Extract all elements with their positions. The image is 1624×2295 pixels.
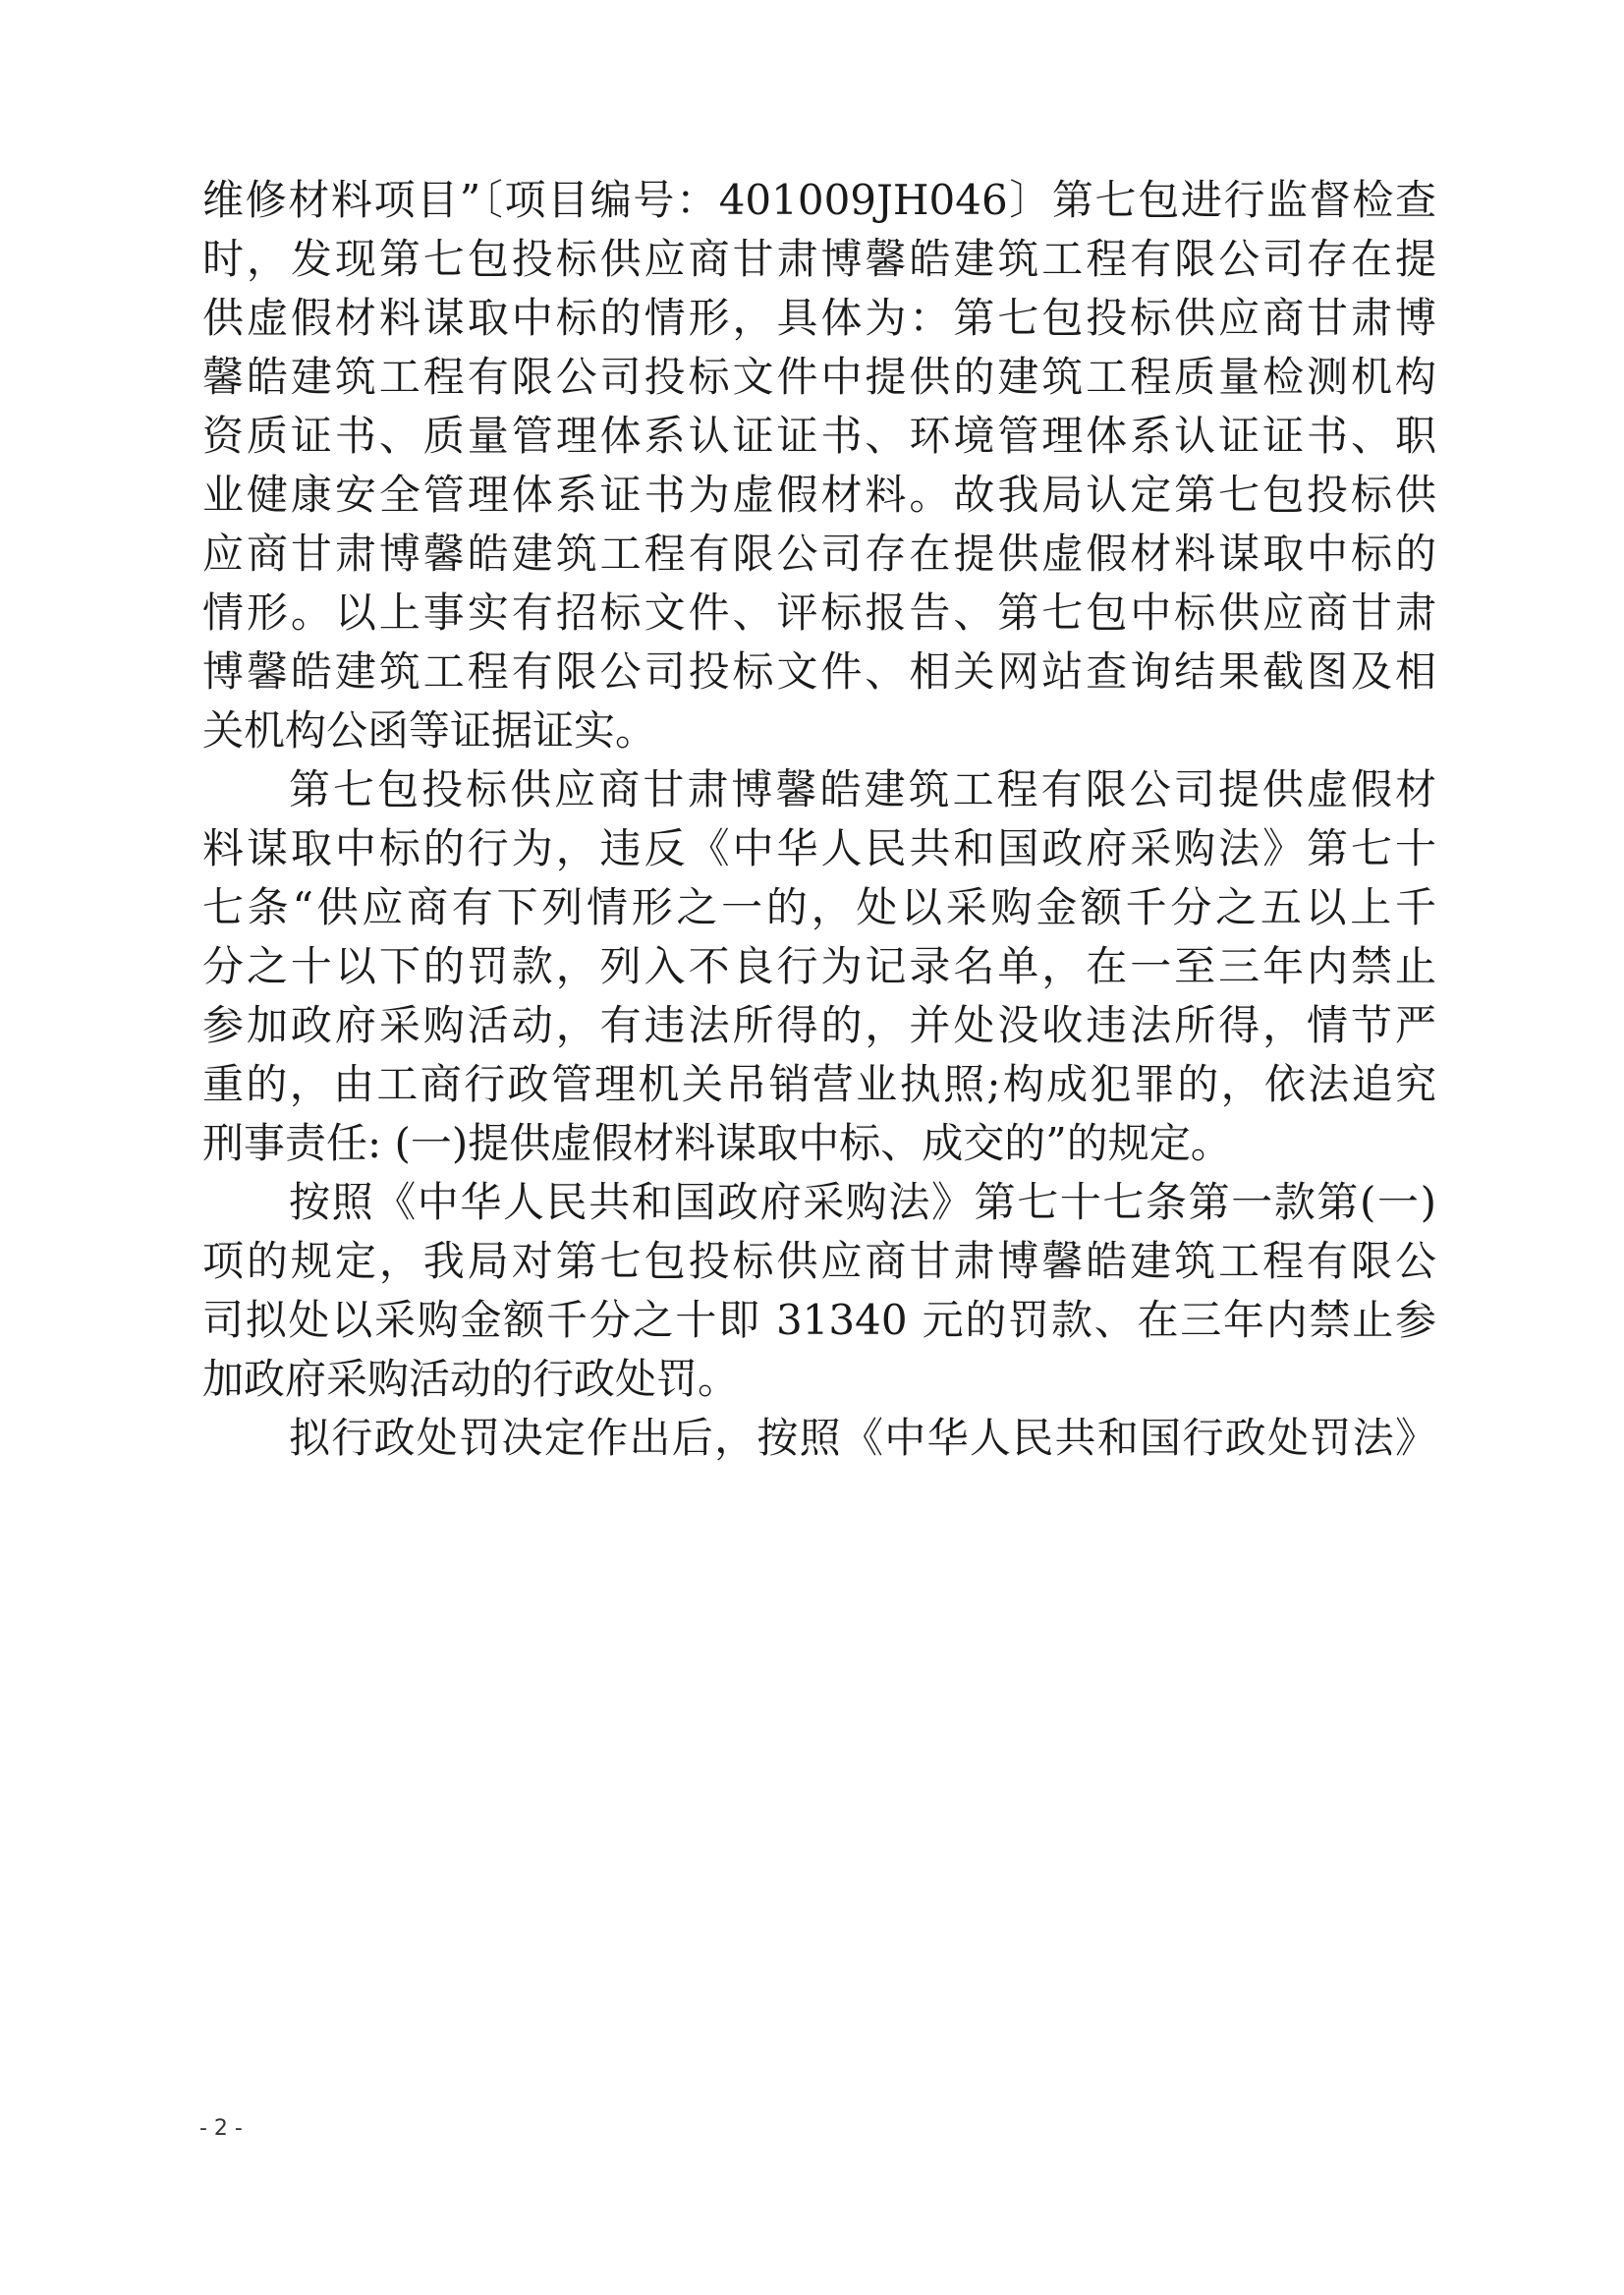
text-line-9: 博馨皓建筑工程有限公司投标文件、相关网站查询结果截图及相 xyxy=(202,647,1436,696)
text-line-7: 应商甘肃博馨皓建筑工程有限公司存在提供虚假材料谋取中标的 xyxy=(202,530,1436,578)
text-line-10: 关机构公函等证据证实。 xyxy=(202,706,657,755)
text-line-17: 刑事责任: (一)提供虚假材料谋取中标、成交的”的规定。 xyxy=(202,1119,1232,1167)
text-line-6: 业健康安全管理体系证书为虚假材料。故我局认定第七包投标供 xyxy=(202,471,1436,519)
text-line-1: 维修材料项目”〔项目编号：401009JH046〕第七包进行监督检查 xyxy=(202,176,1436,224)
text-line-3: 供虚假材料谋取中标的情形，具体为：第七包投标供应商甘肃博 xyxy=(202,294,1436,342)
text-line-8: 情形。以上事实有招标文件、评标报告、第七包中标供应商甘肃 xyxy=(202,588,1436,637)
text-line-11: 第七包投标供应商甘肃博馨皓建筑工程有限公司提供虚假材 xyxy=(289,765,1436,813)
text-line-2: 时，发现第七包投标供应商甘肃博馨皓建筑工程有限公司存在提 xyxy=(202,235,1436,283)
text-line-14: 分之十以下的罚款，列入不良行为记录名单，在一至三年内禁止 xyxy=(202,942,1436,990)
text-line-18: 按照《中华人民共和国政府采购法》第七十七条第一款第(一) xyxy=(289,1178,1436,1226)
text-line-4: 馨皓建筑工程有限公司投标文件中提供的建筑工程质量检测机构 xyxy=(202,353,1436,401)
page-number: - 2 - xyxy=(199,2116,243,2141)
text-line-5: 资质证书、质量管理体系认证证书、环境管理体系认证证书、职 xyxy=(202,412,1436,460)
text-line-19: 项的规定，我局对第七包投标供应商甘肃博馨皓建筑工程有限公 xyxy=(202,1237,1436,1285)
text-line-13: 七条“供应商有下列情形之一的，处以采购金额千分之五以上千 xyxy=(202,883,1436,931)
text-line-21: 加政府采购活动的行政处罚。 xyxy=(202,1355,740,1403)
text-line-15: 参加政府采购活动，有违法所得的，并处没收违法所得，情节严 xyxy=(202,1001,1436,1049)
text-line-20: 司拟处以采购金额千分之十即 31340 元的罚款、在三年内禁止参 xyxy=(202,1296,1436,1344)
text-line-12: 料谋取中标的行为，违反《中华人民共和国政府采购法》第七十 xyxy=(202,824,1436,872)
text-line-16: 重的，由工商行政管理机关吊销营业执照;构成犯罪的，依法追究 xyxy=(202,1060,1436,1108)
text-line-22: 拟行政处罚决定作出后，按照《中华人民共和国行政处罚法》 xyxy=(289,1414,1436,1462)
